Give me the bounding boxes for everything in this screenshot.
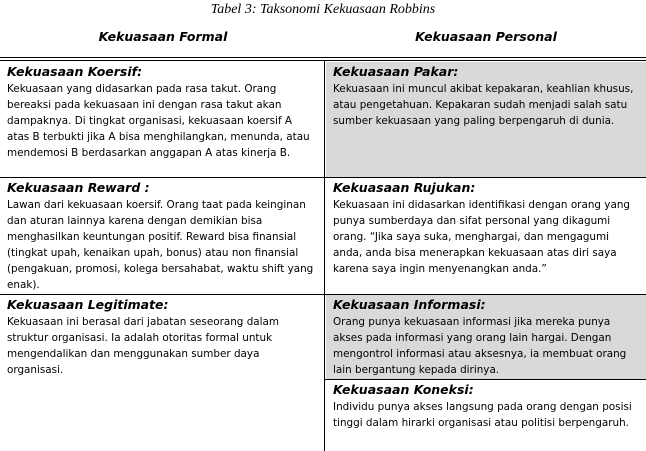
cell-title: Kekuasaan Rujukan: (333, 180, 476, 195)
column-divider (324, 60, 325, 451)
cell-title: Kekuasaan Legitimate: (7, 297, 169, 312)
cell-pakar (326, 62, 646, 177)
cell-title: Kekuasaan Koneksi: (333, 382, 474, 397)
cell-title: Kekuasaan Koersif: (7, 64, 143, 79)
cell-informasi (326, 295, 646, 379)
cell-text: Orang punya kekuasaan informasi jika mereka punya akses pada informasi yang orang lain hargai. Dengan mengontrol informasi atau aksesnya, ia membuat orang lain bergantung kepada dirinya. (333, 316, 627, 376)
cell-text: Kekuasaan ini muncul akibat kepakaran, keahlian khusus, atau pengetahuan. Kepakaran sudah menjadi salah satu sumber kekuasaan yang paling berpengaruh di dunia. (333, 83, 634, 127)
cell-legitimate (0, 295, 323, 451)
cell-title: Kekuasaan Reward : (7, 180, 150, 195)
row-rule (0, 177, 646, 178)
cell-koneksi (326, 380, 646, 451)
table-rule-top (0, 57, 646, 58)
cell-reward (0, 178, 323, 294)
cell-koersif (0, 62, 323, 177)
row-rule-right (324, 379, 646, 380)
row-rule (0, 294, 646, 295)
cell-text: Kekuasaan yang didasarkan pada rasa takut. Orang bereaksi pada kekuasaan ini dengan rasa takut akan dampaknya. Di tingkat organisasi, kekuasaan koersif A atas B terbukti jika A bisa menghilangkan, menunda, atau mendemosi B berdasarkan anggapan A atas kinerja B. (7, 83, 310, 159)
cell-text: Lawan dari kekuasaan koersif. Orang taat pada keinginan dan aturan lainnya karena dengan demikian bisa menghasilkan keuntungan positif. Reward bisa finansial (tingkat upah, kenaikan upah, bonus) atau non finansial (pengakuan, promosi, kolega bersahabat, waktu shift yang enak). (7, 199, 314, 291)
cell-text: Kekuasaan ini didasarkan identifikasi dengan orang yang punya sumberdaya dan sifat personal yang dikagumi orang. “Jika saya suka, menghargai, dan mengagumi anda, anda bisa menerapkan kekuasaan atas diri saya karena saya ingin menyenangkan anda.” (333, 199, 630, 275)
cell-text: Kekuasaan ini berasal dari jabatan seseorang dalam struktur organisasi. Ia adalah otoritas formal untuk mengendalikan dan menggunakan sumber daya organisasi. (7, 316, 280, 376)
cell-title: Kekuasaan Pakar: (333, 64, 459, 79)
column-header-formal: Kekuasaan Formal (98, 29, 228, 44)
table-rule-top-double (0, 60, 646, 61)
cell-title: Kekuasaan Informasi: (333, 297, 486, 312)
column-header-personal: Kekuasaan Personal (415, 29, 557, 44)
cell-text: Individu punya akses langsung pada orang dengan posisi tinggi dalam hirarki organisasi atau politisi berpengaruh. (333, 401, 632, 429)
table-caption: Tabel 3: Taksonomi Kekuasaan Robbins (210, 2, 436, 17)
cell-rujukan (326, 178, 646, 294)
